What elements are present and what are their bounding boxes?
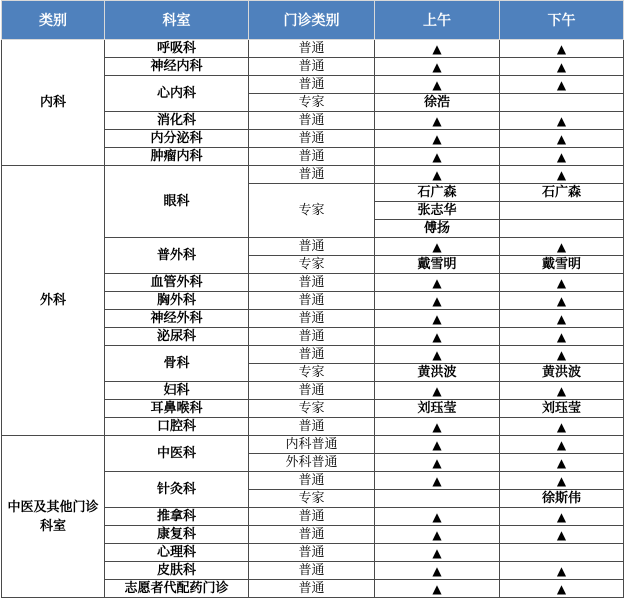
clinic-type: 普通 [249,328,375,346]
morning-doctor: 刘珏莹 [375,400,500,418]
header-afternoon: 下午 [500,1,624,40]
dept-acupuncture: 针灸科 [105,472,249,508]
clinic-type: 普通 [249,544,375,562]
category-internal: 内科 [2,40,105,166]
dept-general-surgery: 普外科 [105,238,249,274]
morning-mark: ▲ [375,130,500,148]
header-category: 类别 [2,1,105,40]
table-row [2,40,624,58]
clinic-type: 普通 [249,40,375,58]
morning-mark: ▲ [375,472,500,490]
morning-doctor: 傅扬 [375,220,500,238]
dept-urology: 泌尿科 [105,328,249,346]
table-row [2,166,624,184]
clinic-type: 专家 [249,94,375,112]
morning-mark: ▲ [375,418,500,436]
morning-mark: ▲ [375,544,500,562]
afternoon-mark: ▲ [500,130,624,148]
dept-vascular: 血管外科 [105,274,249,292]
afternoon-mark: ▲ [500,526,624,544]
afternoon-empty [500,544,624,562]
morning-mark: ▲ [375,508,500,526]
afternoon-doctor: 石广森 [500,184,624,202]
afternoon-doctor: 戴雪明 [500,256,624,274]
afternoon-mark: ▲ [500,382,624,400]
clinic-type: 专家 [249,256,375,274]
afternoon-mark: ▲ [500,562,624,580]
afternoon-mark: ▲ [500,148,624,166]
header-clinic-type: 门诊类别 [249,1,375,40]
dept-psychology: 心理科 [105,544,249,562]
dept-volunteer: 志愿者代配药门诊 [105,580,249,598]
morning-mark: ▲ [375,454,500,472]
header-department: 科室 [105,1,249,40]
morning-mark: ▲ [375,562,500,580]
clinic-type: 普通 [249,274,375,292]
clinic-type: 普通 [249,382,375,400]
morning-mark: ▲ [375,292,500,310]
clinic-type: 普通 [249,346,375,364]
clinic-type: 外科普通 [249,454,375,472]
clinic-type: 普通 [249,58,375,76]
clinic-type: 普通 [249,580,375,598]
dept-gynecology: 妇科 [105,382,249,400]
morning-mark: ▲ [375,526,500,544]
afternoon-mark: ▲ [500,166,624,184]
dept-respiratory: 呼吸科 [105,40,249,58]
afternoon-empty [500,220,624,238]
morning-doctor: 黄洪波 [375,364,500,382]
morning-doctor: 戴雪明 [375,256,500,274]
dept-ent: 耳鼻喉科 [105,400,249,418]
afternoon-doctor: 黄洪波 [500,364,624,382]
morning-doctor: 石广森 [375,184,500,202]
header-row [2,1,624,40]
morning-mark: ▲ [375,40,500,58]
morning-empty [375,490,500,508]
clinic-type: 普通 [249,130,375,148]
afternoon-doctor: 徐斯伟 [500,490,624,508]
afternoon-mark: ▲ [500,310,624,328]
clinic-type: 普通 [249,472,375,490]
dept-ophthalmology: 眼科 [105,166,249,238]
category-tcm-other: 中医及其他门诊科室 [2,436,105,598]
afternoon-mark: ▲ [500,346,624,364]
dept-dermatology: 皮肤科 [105,562,249,580]
afternoon-mark: ▲ [500,292,624,310]
dept-dental: 口腔科 [105,418,249,436]
dept-endocrine: 内分泌科 [105,130,249,148]
morning-mark: ▲ [375,166,500,184]
morning-mark: ▲ [375,310,500,328]
morning-mark: ▲ [375,238,500,256]
clinic-type: 普通 [249,562,375,580]
table-row [2,436,624,454]
dept-thoracic: 胸外科 [105,292,249,310]
afternoon-mark: ▲ [500,436,624,454]
afternoon-mark: ▲ [500,454,624,472]
clinic-type: 普通 [249,508,375,526]
afternoon-empty [500,94,624,112]
morning-mark: ▲ [375,112,500,130]
afternoon-mark: ▲ [500,508,624,526]
clinic-type: 专家 [249,364,375,382]
morning-mark: ▲ [375,328,500,346]
clinic-type: 专家 [249,184,375,238]
clinic-type: 普通 [249,238,375,256]
dept-oncology: 肿瘤内科 [105,148,249,166]
dept-gastro: 消化科 [105,112,249,130]
afternoon-mark: ▲ [500,238,624,256]
morning-mark: ▲ [375,382,500,400]
clinic-type: 普通 [249,76,375,94]
clinic-type: 普通 [249,418,375,436]
morning-doctor: 张志华 [375,202,500,220]
dept-cardiology: 心内科 [105,76,249,112]
dept-orthopedics: 骨科 [105,346,249,382]
afternoon-mark: ▲ [500,580,624,598]
afternoon-mark: ▲ [500,328,624,346]
clinic-type: 普通 [249,166,375,184]
afternoon-mark: ▲ [500,472,624,490]
clinic-schedule-table [1,0,624,598]
dept-neurosurgery: 神经外科 [105,310,249,328]
clinic-type: 普通 [249,310,375,328]
morning-mark: ▲ [375,436,500,454]
dept-rehab: 康复科 [105,526,249,544]
morning-mark: ▲ [375,580,500,598]
clinic-type: 专家 [249,400,375,418]
afternoon-mark: ▲ [500,40,624,58]
category-surgery: 外科 [2,166,105,436]
dept-neurology: 神经内科 [105,58,249,76]
morning-mark: ▲ [375,58,500,76]
afternoon-mark: ▲ [500,112,624,130]
morning-mark: ▲ [375,76,500,94]
afternoon-mark: ▲ [500,274,624,292]
clinic-type: 专家 [249,490,375,508]
morning-mark: ▲ [375,148,500,166]
clinic-type: 普通 [249,292,375,310]
morning-mark: ▲ [375,274,500,292]
clinic-type: 内科普通 [249,436,375,454]
clinic-type: 普通 [249,112,375,130]
afternoon-doctor: 刘珏莹 [500,400,624,418]
dept-tcm: 中医科 [105,436,249,472]
afternoon-mark: ▲ [500,418,624,436]
morning-doctor: 徐浩 [375,94,500,112]
afternoon-mark: ▲ [500,58,624,76]
dept-massage: 推拿科 [105,508,249,526]
header-morning: 上午 [375,1,500,40]
morning-mark: ▲ [375,346,500,364]
clinic-type: 普通 [249,526,375,544]
clinic-type: 普通 [249,148,375,166]
afternoon-empty [500,202,624,220]
afternoon-mark: ▲ [500,76,624,94]
